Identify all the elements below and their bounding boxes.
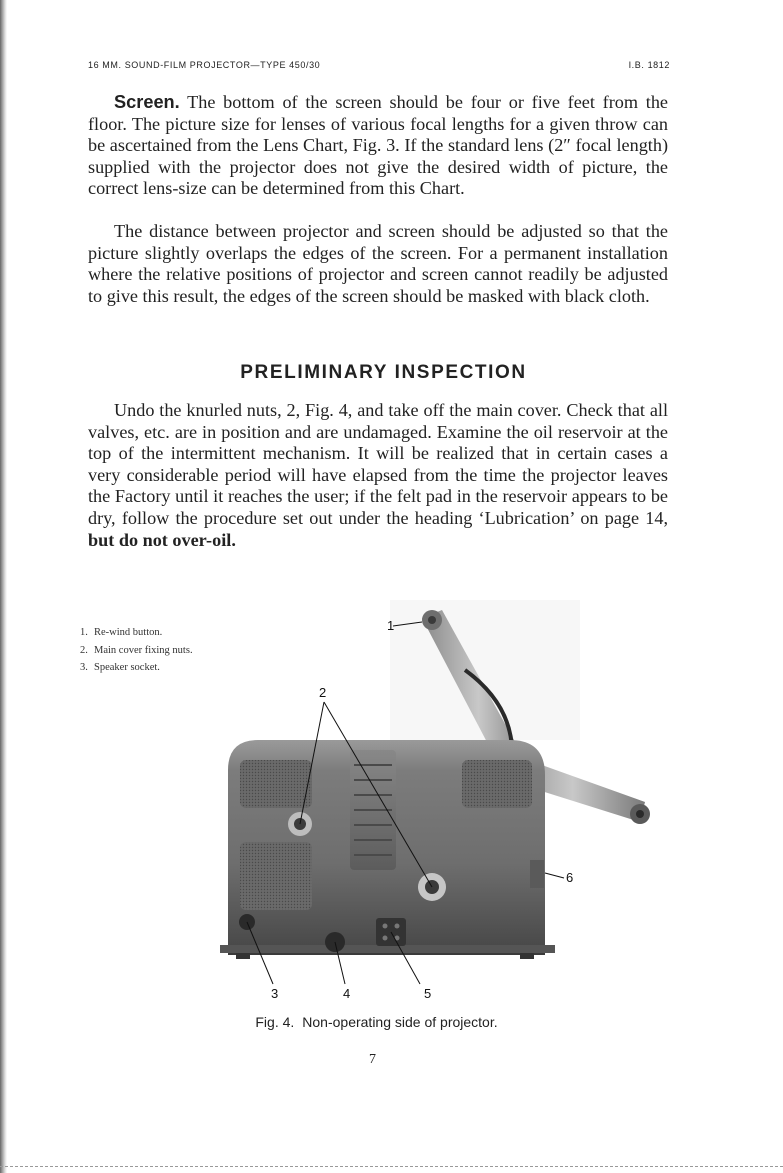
figure-caption-label: Fig. 4. [255, 1014, 295, 1030]
ventilation-grille-left-lower [240, 842, 312, 910]
callout-6: 6 [566, 870, 574, 885]
running-header-title: 16 MM. SOUND-FILM PROJECTOR—TYPE 450/30 [88, 60, 321, 70]
legend-item: 3. Speaker socket. [80, 662, 160, 673]
screen-paragraph-1 [88, 92, 668, 200]
screen-paragraph-2 [88, 221, 668, 307]
bottom-edge-rule [0, 1166, 783, 1167]
figure-caption-text: Non-operating side of projector. [302, 1014, 498, 1030]
callout-4: 4 [343, 986, 351, 1000]
figure-legend-left [80, 627, 208, 680]
projector-photograph [200, 600, 670, 1000]
binding-edge [0, 0, 7, 1173]
callout-2: 2 [319, 685, 327, 700]
figure-caption [0, 1014, 768, 1030]
screen-paragraph-1-body: The bottom of the screen should be four or five feet from the floor. The picture size for lenses of various focal lengths for a given throw can be ascertained from the Lens Chart, Fig. 3. If the standard lens (2″ focal length) supplied with the projector does not give the desired width of picture, the correct lens-size can be determined from this Chart. [88, 92, 668, 199]
callout-1: 1 [387, 618, 395, 633]
ventilation-grille-right [462, 760, 532, 808]
running-header-reference: I.B. 1812 [628, 60, 670, 70]
page-number: 7 [369, 1052, 376, 1067]
ventilation-grille-left-upper [240, 760, 312, 808]
callout-5: 5 [424, 986, 432, 1000]
preliminary-paragraph-body: Undo the knurled nuts, 2, Fig. 4, and take off the main cover. Check that all valves, etc. are in position and are undamaged. Examine the oil reservoir at the top of the intermittent mechanism. It will be realized that in certain cases a very considerable period will have elapsed from the time the projector leaves the Factory until it reaches the user; if the felt pad in the reservoir appears to be dry, follow the procedure set out under the heading ‘Lubrication’ on page 14, [88, 400, 668, 528]
legend-item: 2. Main cover fixing nuts. [80, 644, 193, 656]
inching-knob [530, 860, 544, 888]
section-title-preliminary-inspection: PRELIMINARY INSPECTION [240, 362, 527, 383]
screen-paragraph-2-text: The distance between projector and screen should be adjusted so that the picture slightly overlaps the edges of the screen. For a permanent installation where the relative positions of projector and screen cannot readily be adjusted to give this result, the edges of the screen should be masked with black cloth. [88, 221, 668, 306]
callout-3: 3 [271, 986, 279, 1000]
over-oil-warning: but do not over-oil. [88, 529, 236, 550]
projector-case [220, 740, 555, 959]
preliminary-paragraph [88, 400, 668, 551]
legend-item: 1. Re-wind button. [80, 627, 163, 638]
screen-heading: Screen. [114, 92, 180, 112]
